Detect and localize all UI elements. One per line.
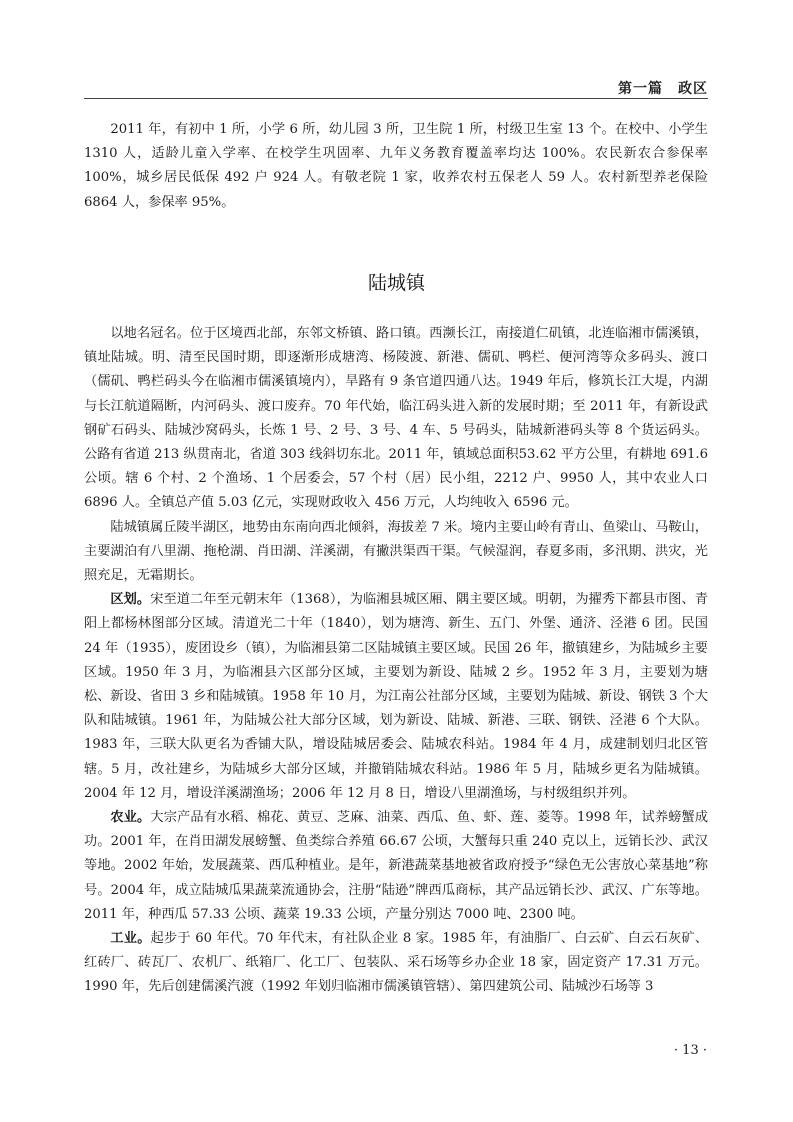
paragraph-text: 以地名冠名。位于区境西北部，东邻文桥镇、路口镇。西濒长江，南接道仁矶镇，北连临湘市儒溪镇，镇址陆城。明、清至民国时期，即逐渐形成塘湾、杨陵渡、新港、儒矶、鸭栏、便河湾等众多码头、渡口（儒矶、鸭栏码头今在临湘市儒溪镇境内），旱路有 9 条官道四通八达。1949 年后，修筑长江大堤，内湖与长江航道隔断，内河码头、渡口废弃。70 年代始，临江码头进入新的发展时期；至 2011 年，有新设武钢矿石码头、陆城沙窝码头，长炼 1 号、2 号、3 号、4 车、5 号码头，陆城新港码头等 8 个货运码头。公路有省道 213 纵贯南北，省道 303 线斜切东北。2011 年，镇域总面积53.62 平方公里，有耕地 691.6 公顷。辖 6 个村、2 个渔场、1 个居委会，57 个村（居）民小组，2212 户、9950 人，其中农业人口 6896 人。全镇总产值 5.03 亿元，实现财政收入 456 万元，人均纯收入 6596 元。	[84, 326, 708, 511]
paragraph-text: 大宗产品有水稻、棉花、黄豆、芝麻、油菜、西瓜、鱼、虾、莲、菱等。1998 年，试养螃蟹成功。2001 年，在肖田湖发展螃蟹、鱼类综合养殖 66.67 公顷，大蟹每只重 240 克以上，远销长沙、武汉等地。2002 年始，发展蔬菜、西瓜种植业。是年，新港蔬菜基地被省政府授予“绿色无公害放心菜基地”称号。2004 年，成立陆城瓜果蔬菜流通协会，注册“陆逊”牌西瓜商标，其产品远销长沙、武汉、广东等地。2011 年，种西瓜 57.33 公顷、蔬菜 19.33 公顷，产量分别达 7000 吨、2300 吨。	[84, 810, 709, 922]
paragraph-zoning	[84, 588, 708, 806]
paragraph-lead: 农业。	[110, 810, 151, 826]
page-number: · 13 ·	[673, 1043, 707, 1058]
paragraph-lead: 区划。	[110, 592, 151, 608]
chapter-title: 第一篇 政区	[618, 81, 708, 97]
section-title: 陆城镇	[367, 272, 425, 294]
paragraph-text: 陆城镇属丘陵半湖区，地势由东南向西北倾斜，海拔差 7 米。境内主要山岭有青山、鱼梁山、马鞍山，主要湖泊有八里湖、拖枪湖、肖田湖、洋溪湖，有撇洪渠西干渠。气候湿润，春夏多雨，多汛期、洪灾，光照充足，无霜期长。	[84, 519, 708, 584]
intro-block	[84, 118, 708, 215]
paragraph-industry	[84, 927, 708, 1000]
paragraph-text: 起步于 60 年代。70 年代末，有社队企业 8 家。1985 年，有油脂厂、白云矿、白云石灰矿、红砖厂、砖瓦厂、农机厂、纸箱厂、化工厂、包装队、采石场等乡办企业 18 家，固定资产 17.31 万元。1990 年，先后创建儒溪汽渡（1992 年划归临湘市儒溪镇管辖）、第四建筑公司、陆城沙石场等 3	[84, 931, 709, 995]
paragraph-agriculture	[84, 806, 708, 927]
section-body	[84, 322, 708, 1000]
intro-paragraph: 2011 年，有初中 1 所，小学 6 所，幼儿园 3 所，卫生院 1 所，村级卫生室 13 个。在校中、小学生 1310 人，适龄儿童入学率、在校学生巩固率、九年义务教育覆盖率均达 100%。农民新农合参保率 100%，城乡居民低保 492 户 924 人。有敬老院 1 家，收养农村五保老人 59 人。农村新型养老保险 6864 人，参保率 95%。	[84, 122, 708, 210]
paragraph-text: 宋至道二年至元朝末年（1368），为临湘县城区厢、隅主要区域。明朝，为擢秀下都县市图、青阳上都杨林图部分区域。清道光二十年（1840），划为塘湾、新生、五门、外堡、通济、泾港 6 团。民国 24 年（1935），废团设乡（镇），为临湘县第二区陆城镇主要区域。民国 26 年，撤镇建乡，为陆城乡主要区域。1950 年 3 月，为临湘县六区部分区域，主要划为新设、陆城 2 乡。1952 年 3 月，主要划为塘松、新设、省田 3 乡和陆城镇。1958 年 10 月，为江南公社部分区域，主要划为陆城、新设、钢铁 3 个大队和陆城镇。1961 年，为陆城公社大部分区域，划为新设、陆城、新港、三联、钢铁、泾港 6 个大队。1983 年，三联大队更名为香铺大队，增设陆城居委会、陆城农科站。1984 年 4 月，成建制划归北区管辖。5 月，改社建乡，为陆城乡大部分区域，并撤销陆城农科站。1986 年 5 月，陆城乡更名为陆城镇。2004 年 12 月，增设洋溪湖渔场；2006 年 12 月 8 日，增设八里湖渔场，与村级组织并列。	[84, 592, 708, 801]
paragraph-terrain	[84, 516, 708, 589]
running-header	[84, 76, 708, 99]
paragraph-lead: 工业。	[110, 931, 151, 947]
paragraph-overview	[84, 322, 708, 516]
